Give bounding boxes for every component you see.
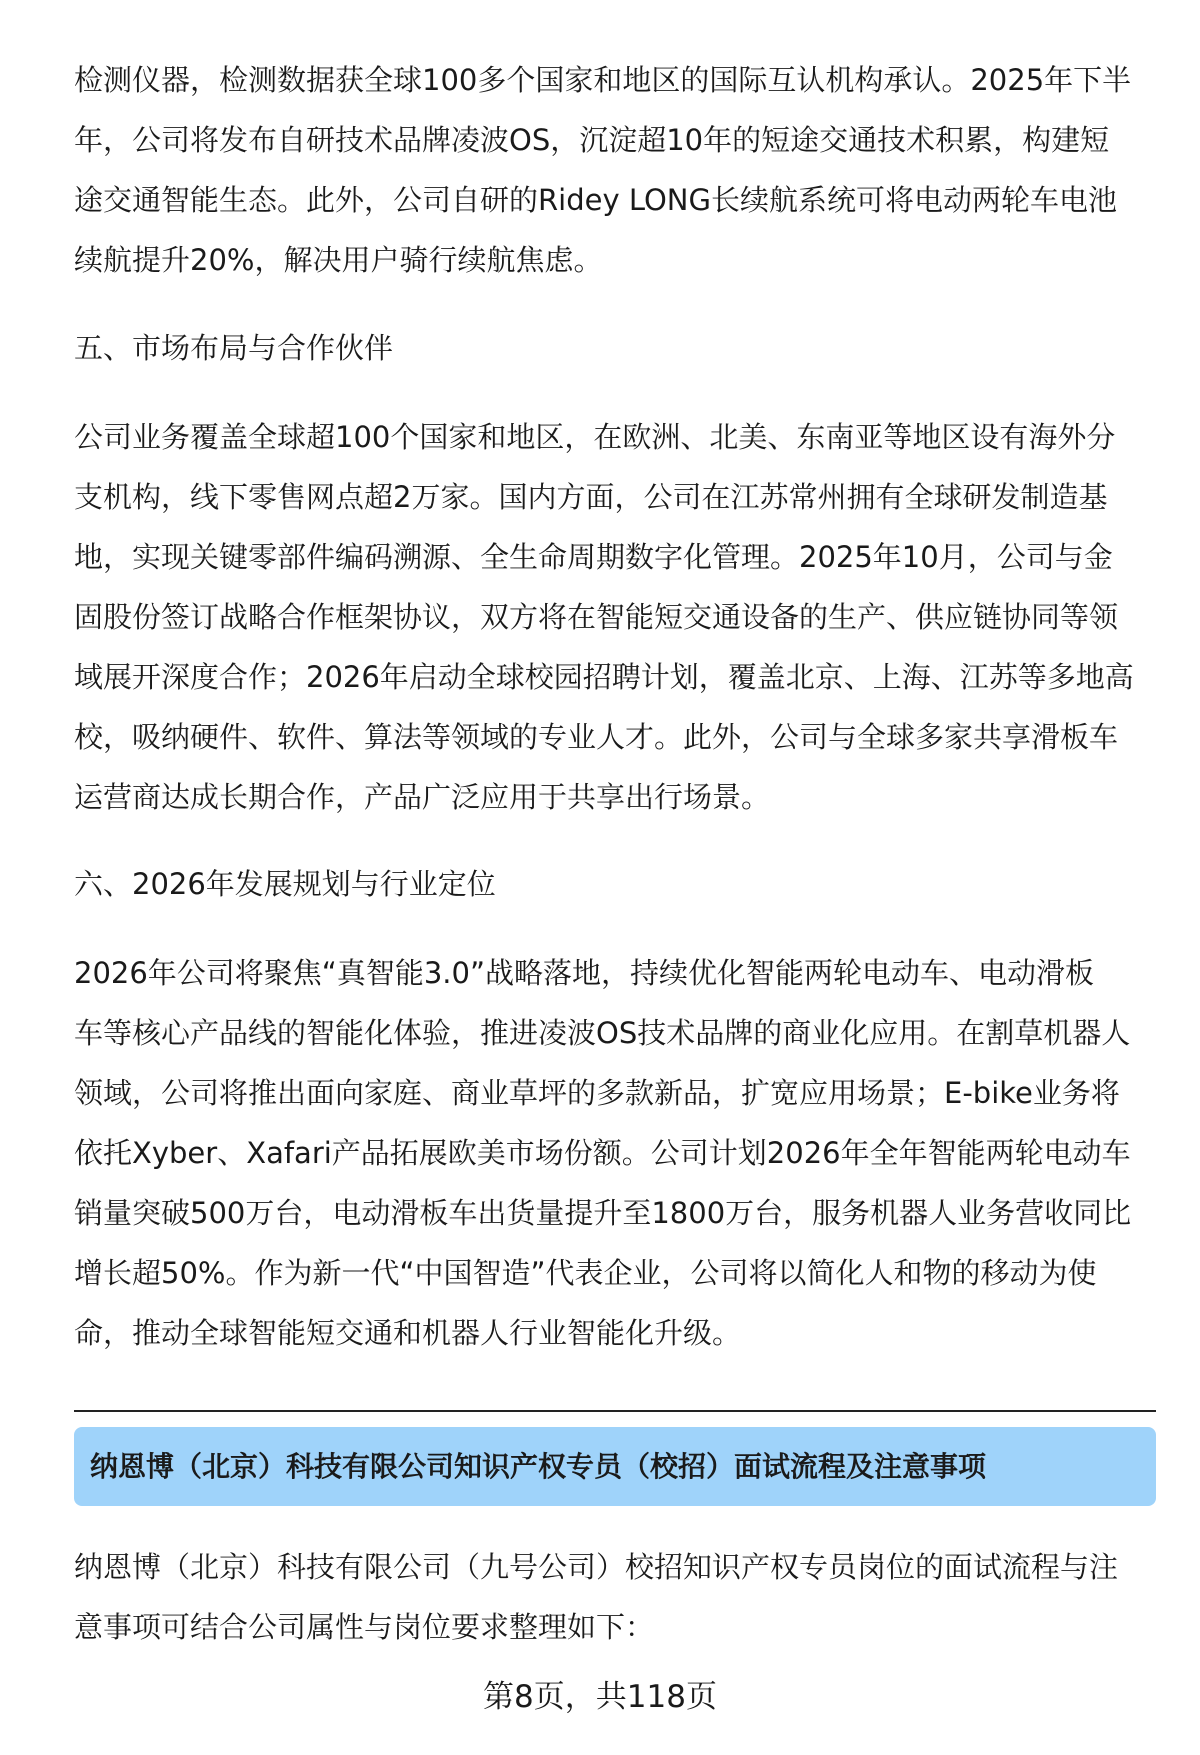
text-line: 增长超50%。作为新一代“中国智造”代表企业，公司将以简化人和物的移动为使 [74, 1256, 1097, 1290]
text-line: 2026年公司将聚焦“真智能3.0”战略落地，持续优化智能两轮电动车、电动滑板 [74, 956, 1094, 990]
text-line: 领域，公司将推出面向家庭、商业草坪的多款新品，扩宽应用场景；E-bike业务将 [74, 1076, 1120, 1110]
text-line: 地，实现关键零部件编码溯源、全生命周期数字化管理。2025年10月，公司与金 [74, 540, 1113, 574]
text-line: 意事项可结合公司属性与岗位要求整理如下： [74, 1610, 655, 1644]
divider [74, 1410, 1156, 1412]
section-banner [74, 1427, 1156, 1506]
page-number: 第8页，共118页 [483, 1679, 717, 1715]
text-line: 依托Xyber、Xafari产品拓展欧美市场份额。公司计划2026年全年智能两轮电动车 [74, 1136, 1131, 1170]
text-line: 途交通智能生态。此外，公司自研的Ridey LONG长续航系统可将电动两轮车电池 [74, 183, 1117, 217]
text-line: 支机构，线下零售网点超2万家。国内方面，公司在江苏常州拥有全球研发制造基 [74, 480, 1108, 514]
section-heading-5: 五、市场布局与合作伙伴 [74, 331, 394, 365]
text-line: 检测仪器，检测数据获全球100多个国家和地区的国际互认机构承认。2025年下半 [74, 63, 1132, 97]
text-line: 公司业务覆盖全球超100个国家和地区，在欧洲、北美、东南亚等地区设有海外分 [74, 420, 1116, 454]
text-line: 年，公司将发布自研技术品牌凌波OS，沉淀超10年的短途交通技术积累，构建短 [74, 123, 1110, 157]
text-line: 命，推动全球智能短交通和机器人行业智能化升级。 [74, 1316, 742, 1350]
text-line: 域展开深度合作；2026年启动全球校园招聘计划，覆盖北京、上海、江苏等多地高 [74, 660, 1134, 694]
text-line: 校，吸纳硬件、软件、算法等领域的专业人才。此外，公司与全球多家共享滑板车 [74, 720, 1119, 754]
section-heading-6: 六、2026年发展规划与行业定位 [74, 867, 496, 901]
text-line: 续航提升20%，解决用户骑行续航焦虑。 [74, 243, 603, 277]
text-line: 运营商达成长期合作，产品广泛应用于共享出行场景。 [74, 780, 771, 814]
text-line: 固股份签订战略合作框架协议，双方将在智能短交通设备的生产、供应链协同等领 [74, 600, 1119, 634]
text-line: 纳恩博（北京）科技有限公司（九号公司）校招知识产权专员岗位的面试流程与注 [74, 1550, 1119, 1584]
text-line: 销量突破500万台，电动滑板车出货量提升至1800万台，服务机器人业务营收同比 [74, 1196, 1132, 1230]
section-banner-title: 纳恩博（北京）科技有限公司知识产权专员（校招）面试流程及注意事项 [90, 1450, 987, 1483]
text-line: 车等核心产品线的智能化体验，推进凌波OS技术品牌的商业化应用。在割草机器人 [74, 1016, 1131, 1050]
